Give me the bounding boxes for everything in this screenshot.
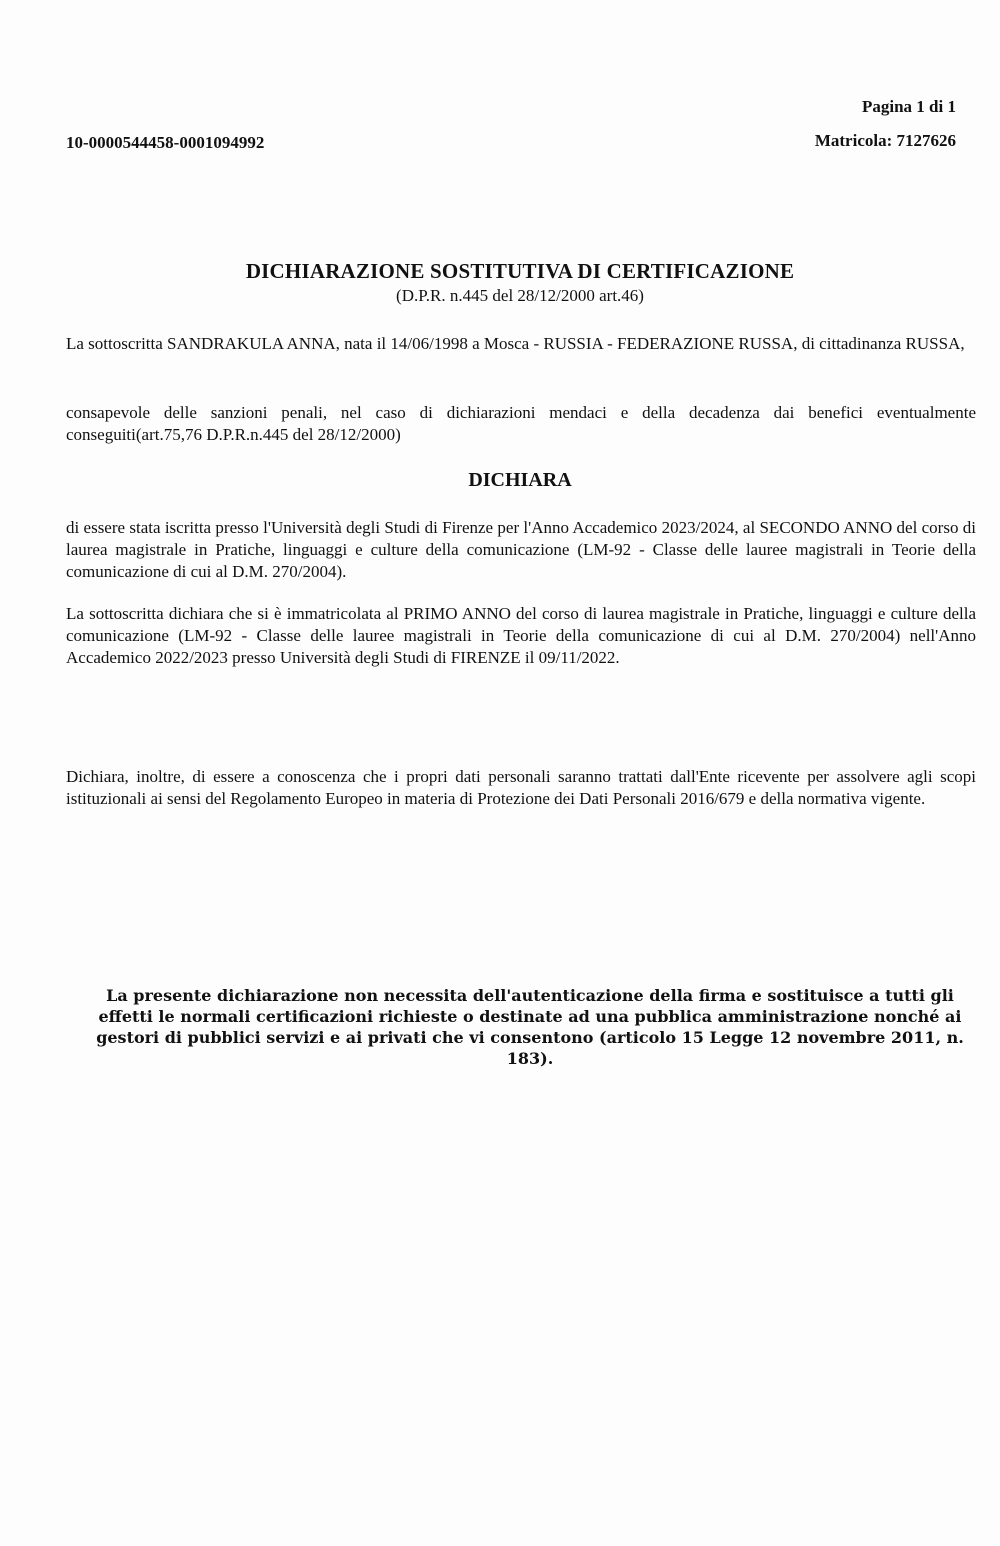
matriculation-paragraph: La sottoscritta dichiara che si è immatricolata al PRIMO ANNO del corso di laurea magistrale in Pratiche, linguaggi e culture della comunicazione (LM-92 - Classe delle lauree magistrali in Teorie della comunicazione di cui al D.M. 270/2004) nell'Anno Accademico 2022/2023 presso Università degli Studi di FIRENZE il 09/11/2022.	[66, 604, 976, 667]
document-title: DICHIARAZIONE SOSTITUTIVA DI CERTIFICAZIONE	[245, 259, 795, 283]
privacy-paragraph: Dichiara, inoltre, di essere a conoscenza che i propri dati personali saranno trattati dall'Ente ricevente per assolvere agli scopi istituzionali ai sensi del Regolamento Europeo in materia di Protezione dei Dati Personali 2016/679 e della normativa vigente.	[66, 767, 976, 808]
declares-heading: DICHIARA	[468, 469, 572, 491]
legal-footer-note: La presente dichiarazione non necessita dell'autenticazione della firma e sostituisce a tutti gli effetti le normali certificazioni richieste o destinate ad una pubblica amministrazione nonché ai gestori di pubblici servizi e ai privati che vi consentono (articolo 15 Legge 12 novembre 2011, n. 183).	[96, 986, 964, 1068]
document-code: 10-0000544458-0001094992	[66, 133, 265, 152]
page-number: Pagina 1 di 1	[862, 97, 956, 116]
enrollment-paragraph: di essere stata iscritta presso l'Università degli Studi di Firenze per l'Anno Accademico 2023/2024, al SECONDO ANNO del corso di laurea magistrale in Pratiche, linguaggi e culture della comunicazione (LM-92 - Classe delle lauree magistrali in Teorie della comunicazione di cui al D.M. 270/2004).	[66, 518, 976, 581]
legal-reference: (D.P.R. n.445 del 28/12/2000 art.46)	[396, 286, 644, 305]
awareness-paragraph: consapevole delle sanzioni penali, nel caso di dichiarazioni mendaci e della decadenza dai benefici eventualmente conseguiti(art.75,76 D.P.R.n.445 del 28/12/2000)	[66, 403, 976, 444]
declarant-paragraph: La sottoscritta SANDRAKULA ANNA, nata il 14/06/1998 a Mosca - RUSSIA - FEDERAZIONE RUSSA, di cittadinanza RUSSA,	[66, 334, 965, 353]
matricola-number: Matricola: 7127626	[814, 131, 956, 150]
